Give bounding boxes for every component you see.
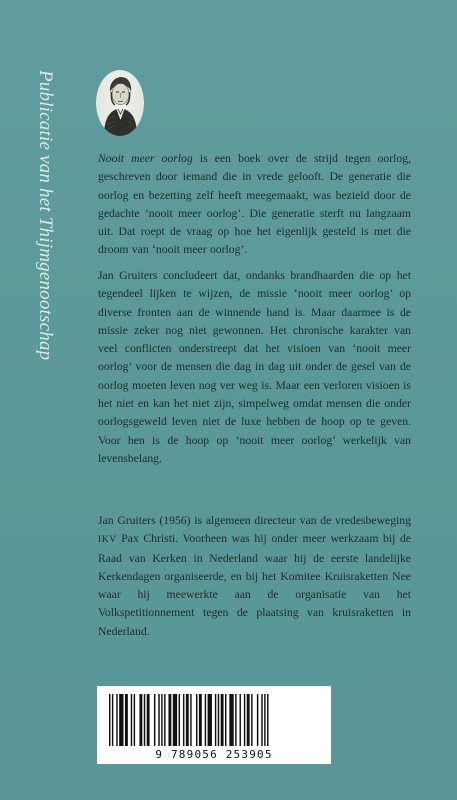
publisher-series-label: Publicatie van het Thijmgenootschap bbox=[35, 70, 56, 361]
author-bio-text-end: Pax Christi. Voorheen was hij onder meer werkzaam bij de Raad van Kerken in Nederland waar hij de eerste landelijke Kerkendagen organiseerde, en bij het Komitee Kruisraketten Nee waar hij meewerkte aan de organisatie van het Volkspetitionnement tegen de plaatsing van kruisraketten in Nederland. bbox=[98, 532, 411, 638]
intro-paragraph bbox=[98, 150, 411, 260]
intro-paragraph-text: is een boek over de strijd tegen oorlog, geschreven door iemand die in vrede gelooft. De generatie die oorlog en bezetting zelf heeft meegemaakt, was bezield door de gedachte ‘nooit meer oorlog’. Die generatie sterft nu langzaam uit. Dat roept de vraag op hoe het eigenlijk gesteld is met die droom van ‘nooit meer oorlog’. bbox=[98, 152, 411, 257]
author-bio-paragraph bbox=[98, 512, 411, 641]
summary-paragraph: Jan Gruiters concludeert dat, ondanks brandhaarden die op het tegendeel lijken te wijzen, de missie ‘nooit meer oorlog’ op diverse fronten aan de winnende hand is. Maar daarmee is de missie zeker nog niet gewonnen. Het chronische karakter van veel conflicten onderstreept dat het visioen van ‘nooit meer oorlog’ voor de mensen die dag in dag uit onder de gesel van de oorlog moeten leven nog ver weg is. Maar een verloren visioen is het niet en kan het niet zijn, simpelweg omdat mensen die onder oorlogsgeweld leven niet de luxe hebben de hoop op te geven. Voor hen is de hoop op ‘nooit meer oorlog’ werkelijk van levensbelang. bbox=[98, 269, 411, 465]
barcode-bars-icon bbox=[109, 694, 321, 746]
isbn-barcode bbox=[97, 686, 331, 764]
author-bio-text-start: Jan Gruiters (1956) is algemeen directeur van de vredesbeweging bbox=[98, 514, 411, 527]
ikv-acronym: IKV bbox=[98, 535, 117, 546]
portrait-engraving-icon bbox=[96, 70, 144, 136]
book-title: Nooit meer oorlog bbox=[98, 152, 193, 165]
portrait-drawing bbox=[96, 70, 144, 136]
isbn-number: 9 789056 253905 bbox=[155, 748, 273, 761]
